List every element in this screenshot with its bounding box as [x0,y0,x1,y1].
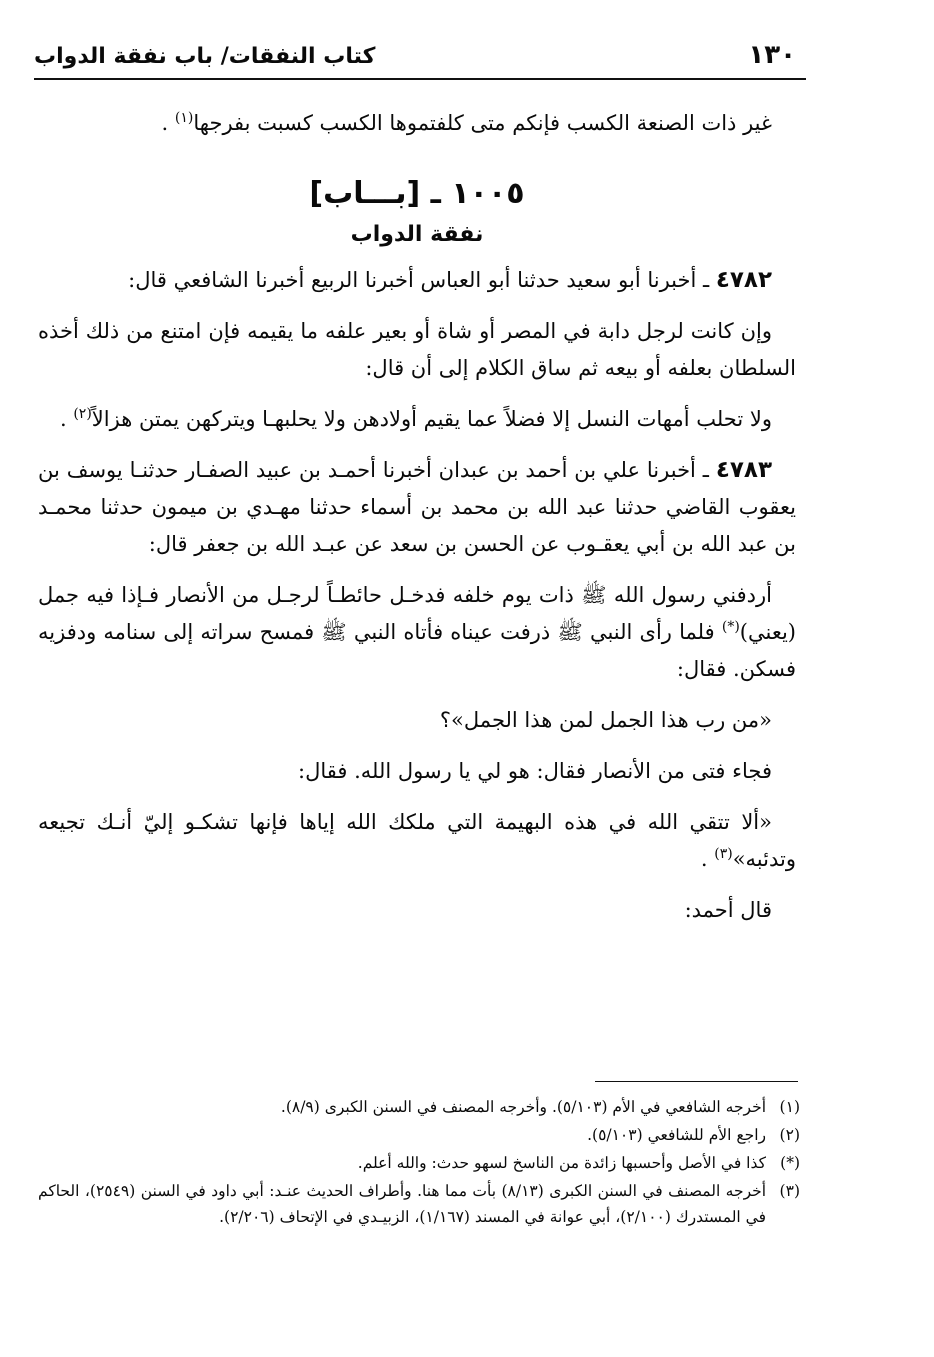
footnote-separator [595,1081,798,1082]
page-number: ١٣٠ [748,40,796,70]
footnote-ref: (٢) [73,406,92,422]
running-header [34,38,806,80]
hadith-4783 [38,452,796,563]
period: . [59,407,67,431]
paragraph [38,401,796,438]
footnote [38,1094,800,1120]
footnote [38,1150,800,1176]
footnote-marker: (١) [779,1098,800,1116]
footnote-ref: (*) [721,619,740,635]
footnote [38,1122,800,1148]
footnote-text: أخرجه الشافعي في الأم (٥/١٠٣). وأخرجه المصنف في السنن الكبرى (٨/٩). [280,1098,766,1116]
paragraph: قال أحمد: [684,898,772,922]
chapter-heading: ١٠٠٥ ـ [بـــاب] [309,176,525,211]
hadith-4782 [38,262,796,299]
hadith-isnad: ـ أخبرنا علي بن أحمد بن عبدان أخبرنا أحمـد بن عبيد الصفـار حدثنـا يوسف بن يعقوب القاضي حدثنا عبد الله بن محمد بن أسماء حدثنا مهـدي بن ميمون حدثنا محمـد بن عبد الله بن أبي يعقـوب عن الحسن بن سعد عن عبـد الله بن جعفر قال: [38,458,796,556]
footnote-text: راجع الأم للشافعي (٥/١٠٣). [587,1126,766,1144]
main-text [38,105,796,943]
paragraph: فجاء فتى من الأنصار فقال: هو لي يا رسول الله. فقال: [298,759,772,783]
paragraph [38,577,796,688]
footnote-marker: (*) [780,1154,800,1172]
period: . [700,847,708,871]
footnote-ref: (٣) [714,846,733,862]
chapter-subtitle: نفقة الدواب [350,222,484,247]
paragraph-continuation [38,105,796,142]
footnotes [38,1094,800,1232]
paragraph-text: غير ذات الصنعة الكسب فإنكم متى كلفتموها الكسب كسبت بفرجها [193,111,772,135]
paragraph-text: ولا تحلب أمهات النسل إلا فضلاً عما يقيم أولادهن ولا يحلبهـا ويتركهن يمتن هزالاً [91,407,772,431]
footnote-marker: (٣) [779,1182,800,1200]
quote-text: «ألا تتقي الله في هذه البهيمة التي ملكك الله إياها فإنها تشكـو إليّ أنـك تجيعه وتدئبه» [38,810,796,871]
footnote-ref: (١) [174,110,194,126]
running-title: كتاب النفقات/ باب نفقة الدواب [34,44,376,69]
hadith-isnad: ـ أخبرنا أبو سعيد حدثنا أبو العباس أخبرنا الربيع أخبرنا الشافعي قال: [128,268,710,292]
footnote-text: كذا في الأصل وأحسبها زائدة من الناسخ لسهو حدث: والله أعلم. [357,1154,766,1172]
paragraph-text: فلما رأى النبي ﷺ ذرفت عيناه فأتاه النبي ﷺ فمسح سراته إلى سنامه ودفزيه فسكن. فقال: [38,620,796,681]
paragraph: وإن كانت لرجل دابة في المصر أو شاة أو بعير علفه ما يقيمه فإن امتنع من ذلك أخذه السلطان بعلفه أو بيعه ثم ساق الكلام إلى أن قال: [38,319,796,380]
paragraph-text: أردفني رسول الله ﷺ ذات يوم خلفه فدخـل حائطـاً لرجـل من الأنصار فـإذا فيه جمل (يعني) [38,583,796,644]
hadith-number: ٤٧٨٢ [715,267,772,293]
hadith-number: ٤٧٨٣ [715,457,772,483]
quote [38,804,796,878]
quote: «من رب هذا الجمل لمن هذا الجمل»؟ [439,708,772,732]
footnote-text: أخرجه المصنف في السنن الكبرى (٨/١٣) بأت مما هنا. وأطراف الحديث عنـد: أبي داود في السنن (٢٥٤٩)، الحاكم في المستدرك (٢/١٠٠)، أبي عوانة في المسند (١/١٦٧)، الزبيـدي في الإتحاف (٢/٢٠٦). [38,1182,767,1226]
footnote-marker: (٢) [779,1126,800,1144]
footnote [38,1178,800,1230]
period: . [161,111,169,135]
